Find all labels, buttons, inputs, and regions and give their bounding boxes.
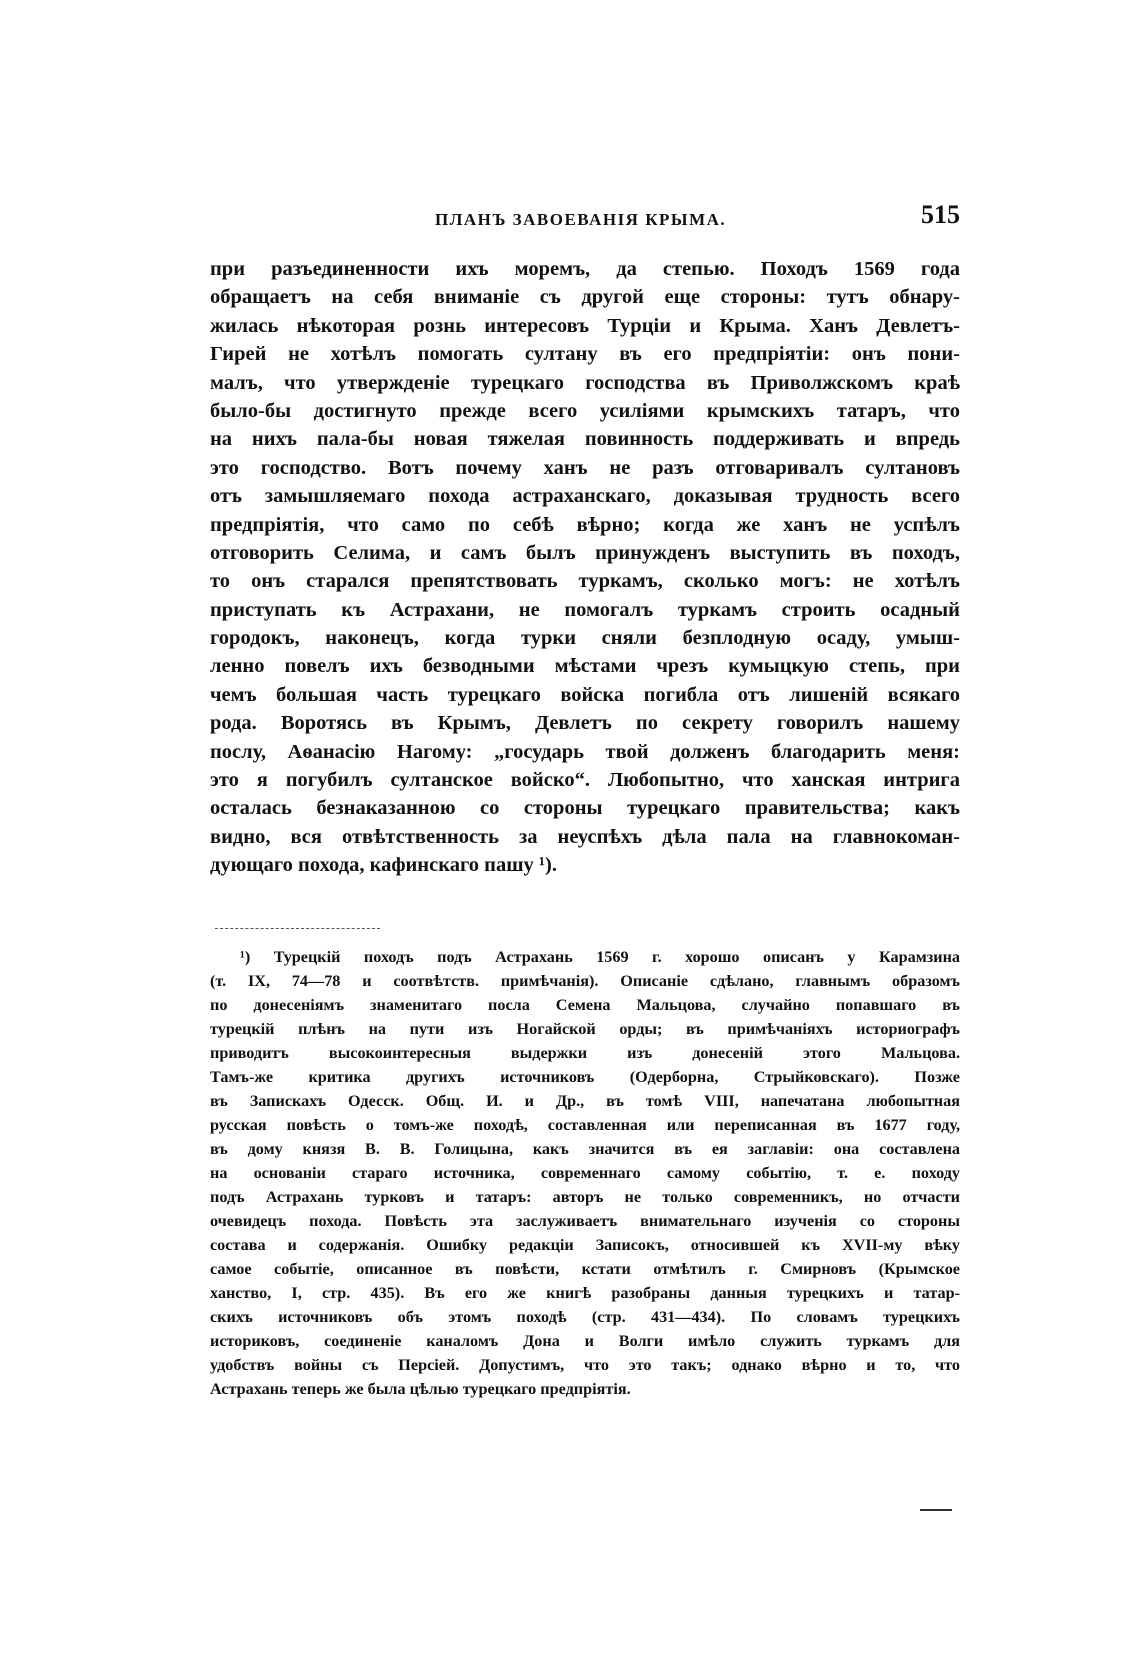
footnote-line: ханство, I, стр. 435). Въ его же книгѣ разобраны данныя турецкихъ и татар- (210, 1284, 960, 1302)
text-line: ленно повелъ ихъ безводными мѣстами чрезъ кумыцкую степь, при (210, 655, 960, 678)
text-line: Гирей не хотѣлъ помогать султану въ его предпріятіи: онъ пони- (210, 343, 960, 366)
footnote-line: историковъ, соединеніе каналомъ Дона и Волги имѣло служить туркамъ для (210, 1332, 960, 1350)
footnote-line: Астрахань теперь же была цѣлью турецкаго предпріятія. (210, 1380, 631, 1398)
text-line: жилась нѣкоторая рознь интересовъ Турціи и Крыма. Ханъ Девлетъ- (210, 314, 960, 337)
footnote-line: по донесеніямъ знаменитаго посла Семена Мальцова, случайно попавшаго въ (210, 996, 960, 1014)
text-line: осталась безнаказанною со стороны турецкаго правительства; какъ (210, 797, 960, 820)
text-line: приступать къ Астрахани, не помогалъ туркамъ строить осадный (210, 598, 960, 621)
text-line: чемъ большая часть турецкаго войска погибла отъ лишеній всякаго (210, 683, 960, 706)
main-text (210, 255, 960, 880)
text-line: малъ, что утвержденіе турецкаго господства въ Приволжскомъ краѣ (210, 371, 960, 394)
text-line: предпріятія, что само по себѣ вѣрно; когда же ханъ не успѣлъ (210, 513, 960, 536)
footnote-line: состава и содержанія. Ошибку редакціи Записокъ, относившей къ XVII-му вѣку (210, 1236, 960, 1254)
footnote-line: на основаніи стараго источника, современнаго самому событію, т. е. походу (210, 1164, 960, 1182)
text-line: рода. Воротясь въ Крымъ, Девлетъ по секрету говорилъ нашему (210, 712, 960, 735)
footnote-line: самое событіе, описанное въ повѣсти, кстати отмѣтилъ г. Смирновъ (Крымское (210, 1260, 960, 1278)
footnote-line: въ дому князя В. В. Голицына, какъ значится въ ея заглавіи: она составлена (210, 1140, 960, 1158)
footnote-line: очевидецъ похода. Повѣсть эта заслуживаетъ внимательнаго изученія со стороны (210, 1212, 960, 1230)
text-line: при разъединенности ихъ моремъ, да степью. Походъ 1569 года (210, 258, 960, 280)
text-line: на нихъ пала-бы новая тяжелая повинность поддерживать и впредь (210, 428, 960, 451)
page-end-dash (920, 1509, 952, 1511)
text-line: обращаетъ на себя вниманіе съ другой еще стороны: тутъ обнару- (210, 286, 960, 309)
text-line: городокъ, наконецъ, когда турки сняли безплодную осаду, умыш- (210, 627, 960, 650)
text-line: это господство. Вотъ почему ханъ не разъ отговаривалъ султановъ (210, 456, 960, 479)
text-line: это я погубилъ султанское войско“. Любопытно, что ханская интрига (210, 769, 960, 792)
footnote-line: скихъ источниковъ объ этомъ походѣ (стр. 431—434). По словамъ турецкихъ (210, 1308, 960, 1326)
text-line: отговорить Селима, и самъ былъ принужденъ выступить въ походъ, (210, 541, 960, 564)
page-number: 515 (921, 200, 960, 229)
footnote-line: въ Запискахъ Одесск. Общ. И. и Др., въ томѣ VIII, напечатана любопытная (210, 1092, 960, 1110)
footnote-line: турецкій плѣнъ на пути изъ Ногайской орды; въ примѣчаніяхъ историографъ (210, 1020, 960, 1038)
text-line: видно, вся отвѣтственность за неуспѣхъ дѣла пала на главнокоман- (210, 825, 960, 848)
footnote-line: удобствъ войны съ Персіей. Допустимъ, что это такъ; однако вѣрно и то, что (210, 1356, 960, 1374)
footnote-line: ¹) Турецкій походъ подъ Астрахань 1569 г. хорошо описанъ у Карамзина (240, 948, 960, 966)
footnote-line: (т. IX, 74—78 и соотвѣтств. примѣчанія). Описаніе сдѣлано, главнымъ образомъ (210, 972, 960, 990)
text-line: дующаго похода, кафинскаго пашу ¹). (210, 854, 557, 877)
running-title: ПЛАНЪ ЗАВОЕВАНІЯ КРЫМА. (435, 210, 727, 229)
footnote-separator (215, 928, 380, 929)
text-line: отъ замышляемаго похода астраханскаго, доказывая трудность всего (210, 485, 960, 508)
footnote-line: подъ Астрахань турковъ и татаръ: авторъ не только современникъ, но отчасти (210, 1188, 960, 1206)
footnote (210, 945, 960, 1401)
footnote-line: русская повѣсть о томъ-же походѣ, составленная или переписанная въ 1677 году, (210, 1116, 960, 1134)
footnote-line: приводитъ высокоинтересныя выдержки изъ донесеній этого Мальцова. (210, 1044, 960, 1062)
text-line: послу, Аѳанасію Нагому: „государь твой долженъ благодарить меня: (210, 740, 960, 763)
page-header (210, 200, 960, 240)
text-line: то онъ старался препятствовать туркамъ, сколько могъ: не хотѣлъ (210, 570, 960, 593)
footnote-line: Тамъ-же критика другихъ источниковъ (Одерборна, Стрыйковскаго). Позже (210, 1068, 960, 1086)
text-line: было-бы достигнуто прежде всего усиліями крымскихъ татаръ, что (210, 399, 960, 422)
